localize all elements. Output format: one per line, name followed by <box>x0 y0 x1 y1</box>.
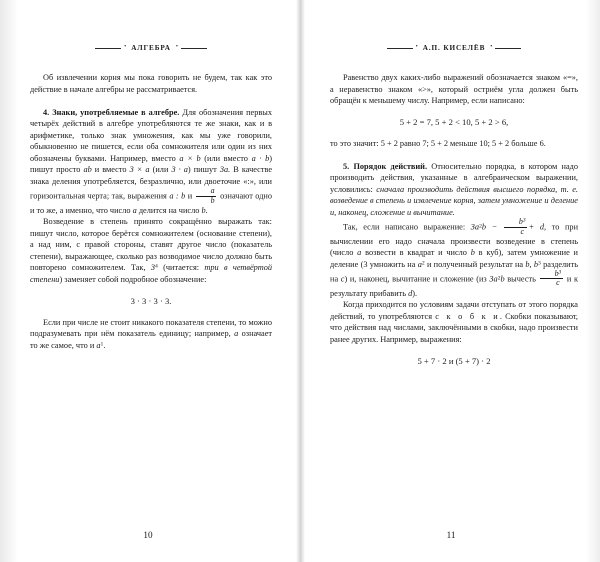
section-4-text-a: Для обозначения первых четырёх действий в алгебре употребляются те же знаки, как и в арифметике, только знак умножения, как мы уже говорили, обыкновенно не пишется, если оба сомножителя или один из них обозначены буквами. Например, вместо <box>30 107 273 163</box>
display-formula-3x3x3x3: 3 · 3 · 3 · 3. <box>130 296 172 306</box>
math-3a2b-lead: 3a <box>489 274 498 284</box>
left-running-head <box>30 40 272 56</box>
power-text-a: Возведение в степень принято сокращённо выражать так: пишут число, которое берётся сомножителем (основание степени), а над ним, с правой стороны, ставят другое число (показатель степени), выражающее, сколько раз возводимое число должно быть повторено сомножителем. Так, <box>30 217 272 273</box>
section-4-text-d: и вместо <box>94 165 127 175</box>
math-3a2b-b: b <box>500 274 505 284</box>
fraction-num-second <box>540 270 563 278</box>
paragraph-power <box>30 216 272 285</box>
bullet-right-icon: • <box>490 44 493 50</box>
section-4-text-i: означают одно и то же, а именно, что число <box>30 192 273 215</box>
display-bracket-example: 5 + 7 · 2 и (5 + 7) · 2 <box>417 355 491 366</box>
math-3-times-a: 3 × a <box>129 165 150 175</box>
math-var-a-plain: a <box>234 329 239 339</box>
section-number-5: 5. <box>343 161 350 171</box>
bullet-left-icon: • <box>124 44 127 50</box>
math-var-c: c <box>340 274 345 284</box>
math-3-exponent: 4 <box>155 264 158 271</box>
section-4-text-b: (или вместо <box>204 153 248 163</box>
section-5-text: Относительно порядка, в котором надо производить действия, указанные в алгебраическом выражении, условились: <box>330 161 578 194</box>
order-text-c: возвести в квадрат и число <box>365 248 467 258</box>
fraction-num-second-base: b <box>554 269 559 279</box>
order-text-j: ). <box>412 288 418 298</box>
right-page-body <box>330 72 578 367</box>
math-3-dot-a: 3 · a <box>171 165 188 175</box>
math-3-base: 3 <box>150 263 155 273</box>
section-4-text-f: ) пишут <box>187 165 217 175</box>
paragraph-equality: Равенство двух каких-либо выражений обозначается знаком «=», а неравенство знаком «>», который остриём угла должен быть обращён к меньшему числу. Например, если написано: <box>330 73 578 106</box>
math-var-b: b. <box>201 205 208 215</box>
math-a-times-b: a × b <box>179 153 201 163</box>
order-text-d: в куб), затем умножение и деление (3 умножить на <box>330 248 578 269</box>
paragraph-section-5 <box>330 161 578 219</box>
order-text-i: и к результату прибавить <box>330 274 578 298</box>
fraction-b3-over-c-second <box>540 270 563 287</box>
fraction-den-second: c <box>540 278 563 287</box>
math-a-dot-b: a · b <box>251 153 270 163</box>
fraction-num-second-exp: 3 <box>558 270 562 277</box>
math-var-a-pow: a <box>96 340 101 350</box>
formula-fraction-b3-over-c <box>504 218 527 235</box>
exp-one-text-a: Если при числе не стоит никакого показателя степени, то можно подразумевать при нём показатель единицу; например, <box>30 317 272 339</box>
section-4-text-c: ) пишут просто <box>30 153 273 175</box>
rule-right-icon <box>495 48 521 49</box>
rule-right-icon <box>181 48 207 49</box>
left-page-folio: 10 <box>143 530 153 540</box>
math-var-b-comma: b, <box>525 259 532 269</box>
section-heading-4: Знаки, употребляемые в алгебре. <box>52 107 180 117</box>
paragraph-intro: Об извлечении корня мы пока говорить не будем, так как это действие в начале алгебры не рассматривается. <box>30 73 272 94</box>
order-text-a: Так, если написано выражение: <box>343 223 466 233</box>
paragraph-order-example <box>330 218 578 299</box>
formula-fraction-num-base: b <box>518 217 523 227</box>
math-3a2b-exp: 2 <box>497 275 501 282</box>
order-text-h: вычесть <box>507 274 536 284</box>
right-page <box>300 0 600 562</box>
section-5-italic-rule: сначала производить действия высшего порядка, т. е. возведение в степень и извлечение корня, затем умножение и деление и, наконец, сложение и вычитание. <box>330 184 578 217</box>
power-italic-phrase: три в четвёртой степени <box>30 263 273 284</box>
section-4-text-g: В качестве знака деления употребляется, безразлично, или двоеточие «:», или горизонтальная черта; так, выражения <box>30 165 273 202</box>
paragraph-brackets <box>330 299 578 345</box>
display-inequalities: 5 + 2 = 7, 5 + 2 < 10, 5 + 2 > 6, <box>399 117 509 128</box>
order-text-f: разделить на <box>330 259 578 284</box>
running-head-text: А.П. КИСЕЛЁВ <box>422 44 486 52</box>
exp-one-text-c: . <box>103 340 106 350</box>
paragraph-section-4 <box>30 107 272 217</box>
order-text-e: и полученный результат на <box>426 259 524 269</box>
fraction-a-over-b <box>196 187 216 204</box>
math-var-a-sq: a <box>357 248 362 258</box>
section-4-text-h: и <box>187 192 193 202</box>
fraction-numerator: a <box>210 186 215 196</box>
order-text-b: то при вычислении его надо сначала произвести возведение в степень (число <box>330 223 579 258</box>
formula-fraction-num-exponent: 3 <box>522 218 526 225</box>
formula-3a-lead: 3a <box>470 223 480 233</box>
formula-fraction-denominator: c <box>504 227 527 236</box>
math-ab: ab <box>83 165 92 175</box>
math-var-b-cube: b <box>470 248 475 258</box>
rule-left-icon <box>387 48 413 49</box>
formula-a-exponent: 2 <box>479 223 482 230</box>
math-var-b-3-exp: 3 <box>538 260 541 267</box>
math-3a: 3a. <box>219 165 231 175</box>
paragraph-equality-explain: то это значит: 5 + 2 равно 7; 5 + 2 меньше 10; 5 + 2 больше 6. <box>330 138 546 148</box>
formula-fraction-numerator <box>504 218 527 226</box>
math-var-a-2-exp: 2 <box>421 260 425 267</box>
formula-plus-d: + d, <box>528 223 547 233</box>
brackets-text-a: Когда приходится по условиям задачи отступать от этого порядка действий, то употребляются <box>330 300 578 321</box>
math-a-colon-b: a : b <box>169 192 186 202</box>
paragraph-exponent-one <box>30 317 272 352</box>
section-4-text-e: (или <box>152 165 169 175</box>
exp-one-text-b: означает то же самое, что и <box>30 329 273 350</box>
right-running-head <box>330 40 578 56</box>
math-var-b-3: b <box>533 259 539 269</box>
formula-b-minus: b − <box>481 223 498 233</box>
bullet-right-icon: • <box>175 44 178 50</box>
math-var-a-2: a <box>417 259 422 269</box>
bullet-left-icon: • <box>415 44 418 50</box>
section-heading-5: Порядок действий. <box>353 161 428 171</box>
section-4-text-j: делится на число <box>138 205 200 215</box>
brackets-text-b: . Скобки показывают, что действия над числами, заключёнными в скобки, надо произвести ранее других. Например, выражения: <box>330 311 578 344</box>
section-number-4: 4. <box>43 107 50 117</box>
running-head-text: АЛГЕБРА <box>131 44 171 52</box>
math-var-a: a <box>132 205 137 215</box>
right-page-folio: 11 <box>446 530 456 540</box>
order-text-g: ) и, наконец, вычитание и сложение (из <box>344 274 487 284</box>
rule-left-icon <box>95 48 121 49</box>
power-text-c: ) заменяет собой подробное обозначение: <box>59 274 207 284</box>
math-a-exponent-1: 1 <box>100 341 104 348</box>
power-text-b: (читается: <box>163 263 200 273</box>
fraction-denominator: b <box>196 196 216 205</box>
math-var-d: d <box>408 288 413 298</box>
brackets-spaced-word: с к о б к и <box>435 311 500 321</box>
left-page-body <box>30 72 272 351</box>
